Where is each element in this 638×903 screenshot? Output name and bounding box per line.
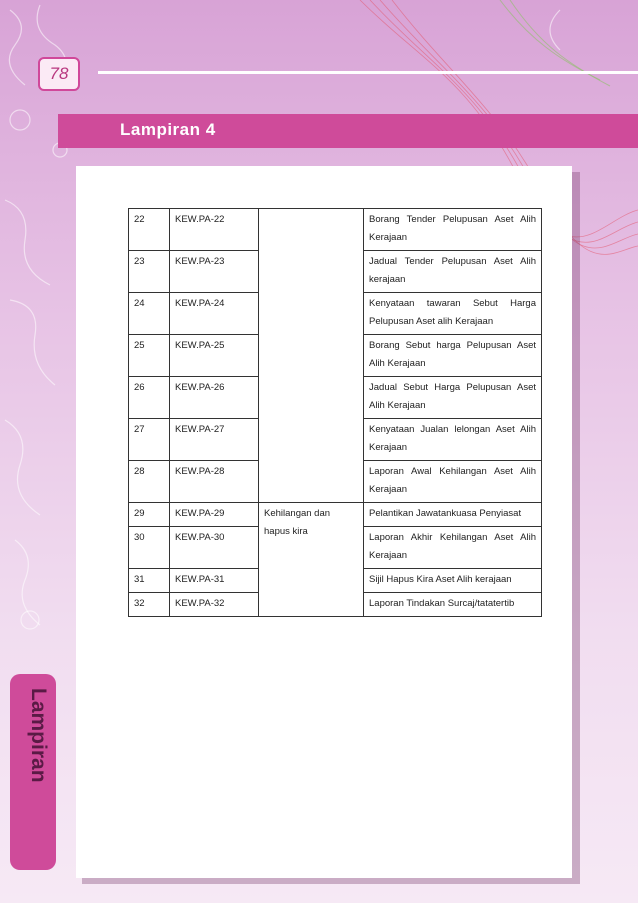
form-code: KEW.PA-22 (170, 209, 259, 251)
row-number: 29 (129, 503, 170, 527)
page-number (38, 57, 80, 91)
category-cell (259, 209, 364, 503)
row-number: 32 (129, 593, 170, 617)
form-description: Kenyataan Jualan lelongan Aset Alih Kerajaan (364, 419, 542, 461)
row-number: 25 (129, 335, 170, 377)
row-number: 23 (129, 251, 170, 293)
table-row (129, 209, 542, 251)
form-code: KEW.PA-28 (170, 461, 259, 503)
header-divider (98, 71, 638, 74)
form-code: KEW.PA-32 (170, 593, 259, 617)
form-code: KEW.PA-26 (170, 377, 259, 419)
side-tab-label: Lampiran (27, 688, 50, 783)
form-code: KEW.PA-23 (170, 251, 259, 293)
table-row (129, 503, 542, 527)
form-code: KEW.PA-30 (170, 527, 259, 569)
row-number: 27 (129, 419, 170, 461)
page-number-text: 78 (49, 64, 69, 83)
form-description: Laporan Akhir Kehilangan Aset Alih Kerajaan (364, 527, 542, 569)
table-body (129, 209, 542, 617)
form-description: Borang Tender Pelupusan Aset Alih Kerajaan (364, 209, 542, 251)
page-title: Lampiran 4 (120, 120, 216, 139)
row-number: 28 (129, 461, 170, 503)
form-code: KEW.PA-31 (170, 569, 259, 593)
row-number: 22 (129, 209, 170, 251)
row-number: 31 (129, 569, 170, 593)
row-number: 30 (129, 527, 170, 569)
row-number: 24 (129, 293, 170, 335)
form-code: KEW.PA-27 (170, 419, 259, 461)
form-description: Pelantikan Jawatankuasa Penyiasat (364, 503, 542, 527)
row-number: 26 (129, 377, 170, 419)
form-code: KEW.PA-25 (170, 335, 259, 377)
category-cell: Kehilangan dan hapus kira (259, 503, 364, 617)
side-tab (10, 674, 56, 870)
form-description: Borang Sebut harga Pelupusan Aset Alih Kerajaan (364, 335, 542, 377)
form-description: Laporan Tindakan Surcaj/tatatertib (364, 593, 542, 617)
form-description: Jadual Sebut Harga Pelupusan Aset Alih Kerajaan (364, 377, 542, 419)
form-description: Laporan Awal Kehilangan Aset Alih Kerajaan (364, 461, 542, 503)
form-code: KEW.PA-24 (170, 293, 259, 335)
form-code: KEW.PA-29 (170, 503, 259, 527)
forms-table (128, 208, 542, 617)
form-description: Sijil Hapus Kira Aset Alih kerajaan (364, 569, 542, 593)
form-description: Jadual Tender Pelupusan Aset Alih kerajaan (364, 251, 542, 293)
form-description: Kenyataan tawaran Sebut Harga Pelupusan Aset alih Kerajaan (364, 293, 542, 335)
